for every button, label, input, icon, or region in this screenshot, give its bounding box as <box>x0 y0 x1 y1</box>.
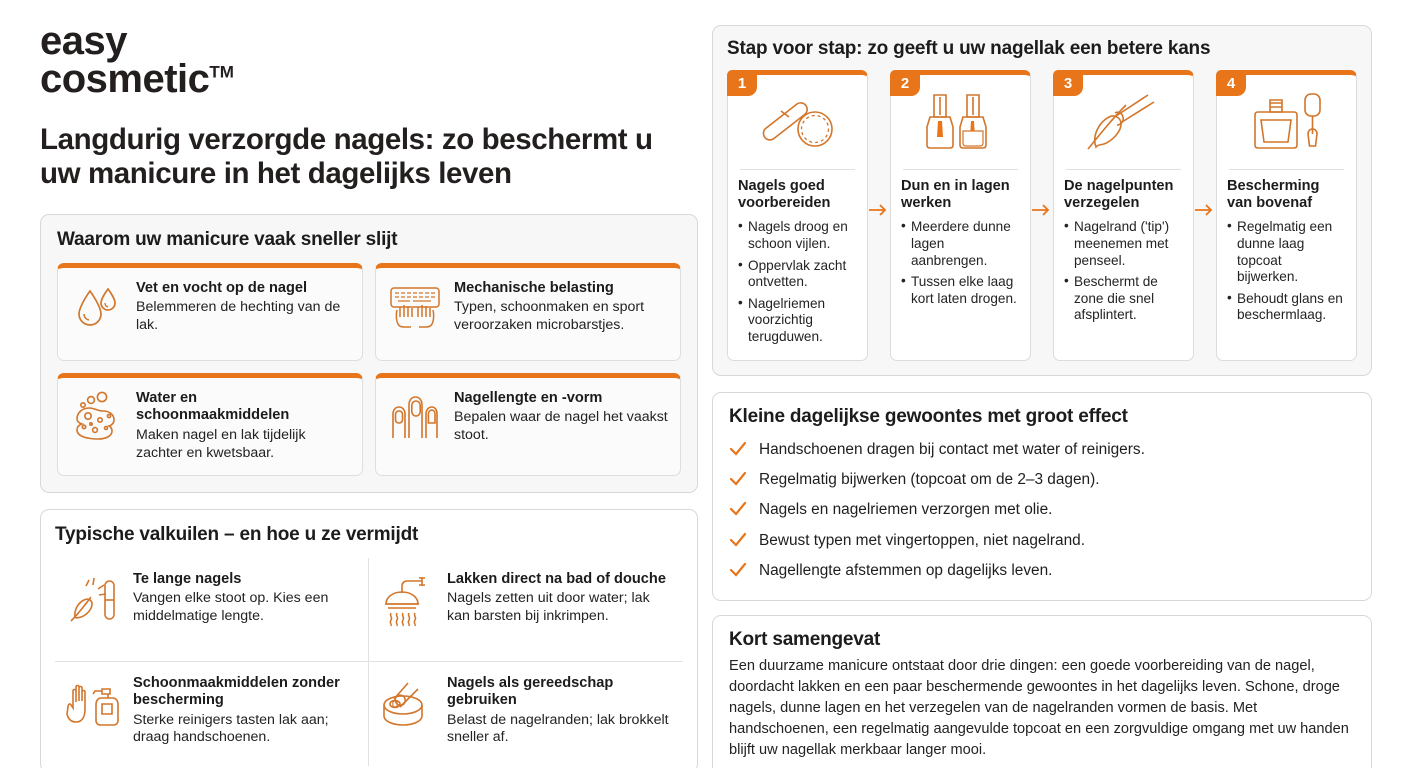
step-bullet-list <box>1227 219 1346 323</box>
step-heading: Dun en in lagen werken <box>901 178 1010 212</box>
pitfall-item <box>55 558 369 662</box>
step-card <box>1053 70 1194 361</box>
habits-title: Kleine dagelijkse gewoontes met groot effect <box>729 406 1128 428</box>
pitfall-body: Sterke reinigers tasten lak aan; draag handschoenen. <box>133 711 329 746</box>
pitfall-heading: Nagels als gereedschap gebruiken <box>447 674 614 709</box>
step-bullet: • Tussen elke laag kort laten drogen. <box>901 274 1020 307</box>
step-number-badge: 4 <box>1216 70 1246 96</box>
step-bullet-list <box>738 219 857 345</box>
step-number-badge: 3 <box>1053 70 1083 96</box>
habits-list <box>729 434 1355 585</box>
list-item <box>729 465 1355 495</box>
pitfall-body: Vangen elke stoot op. Kies een middelmatige lengte. <box>133 590 329 624</box>
check-icon <box>729 471 747 487</box>
list-item <box>729 555 1355 585</box>
pitfall-heading: Te lange nagels <box>133 570 242 587</box>
water-drops-icon <box>68 279 126 337</box>
pitfall-item <box>369 558 683 662</box>
brush-sealing-tip-icon <box>1064 79 1183 165</box>
nail-opening-can-icon <box>377 675 437 733</box>
reasons-title: Waarom uw manicure vaak sneller slijt <box>57 228 398 250</box>
reason-heading: Vet en vocht op de nagel <box>136 279 308 296</box>
long-nail-impact-icon <box>63 571 123 629</box>
steps-panel <box>712 25 1372 376</box>
reason-card <box>57 263 363 361</box>
step-bullet: • Nagelrand ('tip') meenemen met penseel. <box>1064 219 1183 269</box>
summary-title: Kort samengevat <box>729 628 881 650</box>
check-icon <box>729 501 747 517</box>
reasons-grid <box>57 263 681 476</box>
right-column <box>712 25 1372 768</box>
habit-text: Nagellengte afstemmen op dagelijks leven. <box>759 561 1053 579</box>
pitfall-item <box>369 662 683 766</box>
arrow-right-icon <box>1030 202 1052 218</box>
habit-text: Nagels en nagelriemen verzorgen met olie. <box>759 501 1053 519</box>
topcoat-bottle-brush-icon <box>1227 79 1346 165</box>
step-bullet-list <box>901 219 1020 307</box>
reason-body: Maken nagel en lak tijdelijk zachter en kwetsbaar. <box>136 426 306 461</box>
reason-body: Typen, schoonmaken en sport veroorzaken microbarstjes. <box>454 299 645 334</box>
summary-panel <box>712 615 1372 768</box>
shower-head-icon <box>377 571 437 629</box>
pitfall-body: Belast de nagelranden; lak brokkelt sneller af. <box>447 711 669 746</box>
step-bullet: • Nagels droog en schoon vijlen. <box>738 219 857 252</box>
brand-line-1: easy <box>40 19 127 63</box>
reason-card <box>375 263 681 361</box>
arrow-right-icon <box>867 202 889 218</box>
keyboard-typing-hands-icon <box>386 279 444 337</box>
trademark-symbol: TM <box>209 63 234 83</box>
reason-heading: Nagellengte en -vorm <box>454 389 603 406</box>
step-bullet: • Oppervlak zacht ontvetten. <box>738 258 857 291</box>
step-bullet: • Nagelriemen voorzichtig terugduwen. <box>738 296 857 346</box>
step-card <box>727 70 868 361</box>
pitfall-item <box>55 662 369 766</box>
pitfalls-title: Typische valkuilen – en hoe u ze vermijdt <box>55 523 419 545</box>
steps-title: Stap voor stap: zo geeft u uw nagellak een betere kans <box>727 38 1211 59</box>
reason-heading: Water en schoonmaakmiddelen <box>136 389 290 424</box>
check-icon <box>729 562 747 578</box>
step-heading: Nagels goed voorbereiden <box>738 178 831 212</box>
brand-line-2: cosmetic <box>40 57 210 102</box>
nail-shapes-icon <box>386 389 444 447</box>
step-number-badge: 1 <box>727 70 757 96</box>
sponge-icon <box>68 389 126 447</box>
arrow-right-icon <box>1193 202 1215 218</box>
check-icon <box>729 441 747 457</box>
steps-row <box>727 70 1357 361</box>
habit-text: Bewust typen met vingertoppen, niet nagelrand. <box>759 531 1085 549</box>
pitfall-heading: Lakken direct na bad of douche <box>447 570 666 587</box>
step-bullet: • Behoudt glans en beschermlaag. <box>1227 291 1346 324</box>
brand-logo <box>40 19 698 102</box>
two-polish-bottles-icon <box>901 79 1020 165</box>
reason-card <box>57 373 363 476</box>
habit-text: Regelmatig bijwerken (topcoat om de 2–3 dagen). <box>759 471 1100 489</box>
reasons-panel <box>40 214 698 493</box>
step-bullet: • Regelmatig een dunne laag topcoat bijwerken. <box>1227 219 1346 285</box>
step-bullet: • Meerdere dunne lagen aanbrengen. <box>901 219 1020 269</box>
nail-file-cotton-pad-icon <box>738 79 857 165</box>
list-item <box>729 495 1355 525</box>
step-card <box>890 70 1031 361</box>
reason-heading: Mechanische belasting <box>454 279 614 296</box>
habits-panel <box>712 392 1372 600</box>
page-title: Langdurig verzorgde nagels: zo beschermt u uw manicure in het dagelijks leven <box>40 122 653 191</box>
pitfalls-grid <box>55 558 683 766</box>
glove-spray-bottle-icon <box>63 675 123 733</box>
reason-body: Belemmeren de hechting van de lak. <box>136 299 341 334</box>
list-item <box>729 525 1355 555</box>
step-number-badge: 2 <box>890 70 920 96</box>
pitfall-body: Nagels zetten uit door water; lak kan barsten bij inkrimpen. <box>447 590 650 624</box>
summary-body: Een duurzame manicure ontstaat door drie dingen: een goede voorbereiding van de nagel, doordacht lakken en een paar beschermende gewoontes in het dagelijks leven. Schone, droge nagels, dunne lagen en het verzegelen van de nagelranden vormen de basis. Met handschoenen, een regelmatig aangevulde topcoat en een zorgvuldige omgang met uw handen blijft uw nagellak merkbaar langer mooi. <box>729 657 1349 759</box>
reason-body: Bepalen waar de nagel het vaakst stoot. <box>454 409 668 444</box>
step-bullet-list <box>1064 219 1183 323</box>
list-item <box>729 434 1355 464</box>
check-icon <box>729 532 747 548</box>
step-heading: Bescherming van bovenaf <box>1227 178 1320 212</box>
step-heading: De nagelpunten verzegelen <box>1064 178 1174 212</box>
step-bullet: • Beschermt de zone die snel afsplintert. <box>1064 274 1183 324</box>
pitfalls-panel <box>40 509 698 768</box>
pitfall-heading: Schoonmaakmiddelen zonder bescherming <box>133 674 340 709</box>
left-column <box>40 19 698 768</box>
step-card <box>1216 70 1357 361</box>
habit-text: Handschoenen dragen bij contact met water of reinigers. <box>759 440 1145 458</box>
reason-card <box>375 373 681 476</box>
